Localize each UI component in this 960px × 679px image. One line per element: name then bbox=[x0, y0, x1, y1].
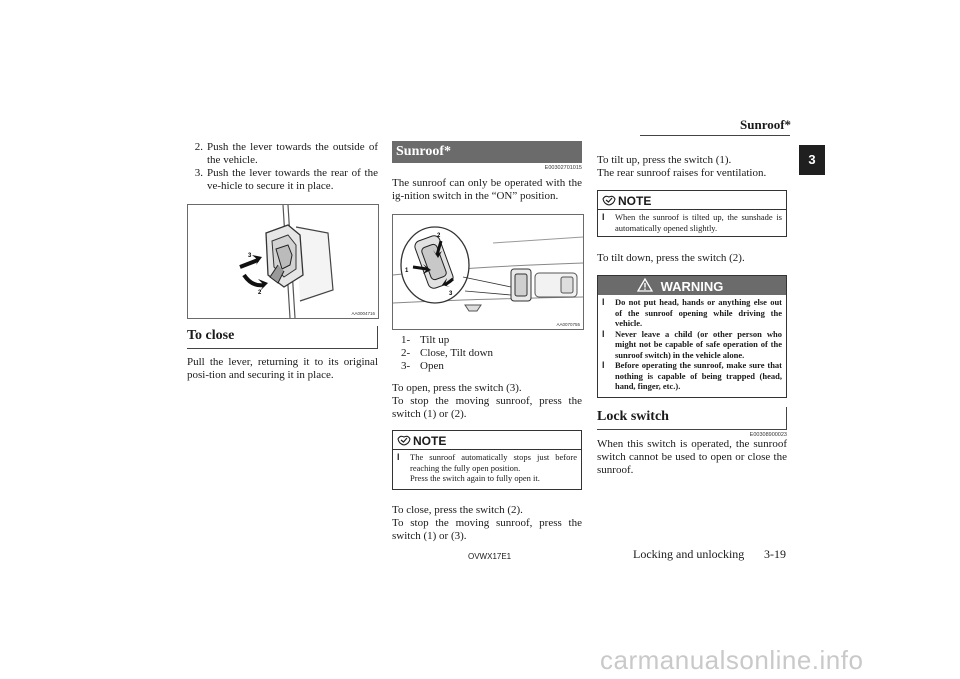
header-rule bbox=[640, 135, 790, 136]
close-paragraph: Pull the lever, returning it to its original posi-tion and securing it in place. bbox=[187, 356, 378, 381]
page-header-title: Sunroof* bbox=[740, 117, 792, 132]
list-item: l When the sunroof is tilted up, the sunshade is automatically opened slightly. bbox=[602, 212, 782, 233]
close-switch-paragraph: To close, press the switch (2). To stop the moving sunroof, press the switch (1) or (3). bbox=[392, 504, 582, 542]
warning-box bbox=[597, 275, 787, 398]
section-heading-lock-switch bbox=[597, 407, 787, 430]
document-code: OVWX17E1 bbox=[468, 552, 512, 561]
tiltdown-paragraph: To tilt down, press the switch (2). bbox=[597, 252, 745, 264]
footer-section: Locking and unlocking bbox=[633, 547, 745, 561]
list-item: 3- Open bbox=[401, 360, 444, 372]
intro-paragraph: The sunroof can only be operated with the ig-nition switch in the “ON” position. bbox=[392, 177, 582, 202]
note-icon bbox=[397, 434, 411, 446]
figure-callout: 1 bbox=[405, 268, 409, 274]
list-item: l Never leave a child (or other person who might not be capable of safe operation of the sunroof switch) in the vehicle alone. bbox=[602, 328, 782, 360]
section-heading-sunroof: Sunroof* bbox=[392, 141, 582, 163]
lever-illustration bbox=[188, 205, 378, 318]
note-icon bbox=[602, 194, 616, 206]
list-item: l Before operating the sunroof, make sure that nothing is capable of being trapped (head, hand, finger, etc.). bbox=[602, 360, 782, 391]
tiltup-paragraph: To tilt up, press the switch (1). The rear sunroof raises for ventilation. bbox=[597, 154, 767, 179]
section-title: To close bbox=[187, 328, 235, 343]
list-item: 2. Push the lever towards the outside of the vehicle. bbox=[194, 141, 378, 166]
watermark: carmanualsonline.info bbox=[600, 645, 864, 675]
note-box bbox=[392, 430, 582, 490]
page-number: 3-19 bbox=[764, 547, 786, 561]
list-item: 1- Tilt up bbox=[401, 334, 450, 346]
list-item: 3. Push the lever towards the rear of the ve-hicle to secure it in place. bbox=[194, 167, 378, 192]
figure-callout: 2 bbox=[437, 233, 441, 239]
section-heading-to-close bbox=[187, 326, 378, 349]
section-code: E00302701015 bbox=[544, 165, 582, 171]
note-label: NOTE bbox=[413, 434, 447, 448]
figure-id: AA0004716 bbox=[351, 311, 375, 316]
chapter-tab: 3 bbox=[799, 145, 825, 175]
lever-figure bbox=[187, 204, 379, 319]
figure-callout: 2 bbox=[258, 290, 262, 296]
steps-list bbox=[191, 141, 378, 193]
figure-id: AA0070755 bbox=[556, 322, 580, 327]
section-code: E00308900023 bbox=[749, 432, 787, 438]
sunroof-switch-figure bbox=[392, 214, 584, 330]
lock-paragraph: When this switch is operated, the sunroof switch cannot be used to open or close the sunroof. bbox=[597, 438, 787, 476]
open-paragraph: To open, press the switch (3). To stop the moving sunroof, press the switch (1) or (2). bbox=[392, 382, 582, 420]
switch-legend bbox=[401, 334, 581, 373]
figure-callout: 3 bbox=[248, 253, 252, 259]
section-title: Lock switch bbox=[597, 409, 669, 424]
note-box-tilt bbox=[597, 190, 787, 237]
list-item: l The sunroof automatically stops just before reaching the fully open position. Press the switch again to fully open it. bbox=[397, 452, 577, 483]
list-item: l Do not put head, hands or anything else out of the sunroof opening while driving the vehicle. bbox=[602, 297, 782, 328]
note-label: NOTE bbox=[618, 194, 652, 208]
warning-label: WARNING bbox=[660, 279, 724, 294]
list-item: 2- Close, Tilt down bbox=[401, 347, 494, 359]
figure-callout: 3 bbox=[449, 291, 453, 297]
switch-illustration bbox=[393, 215, 583, 329]
